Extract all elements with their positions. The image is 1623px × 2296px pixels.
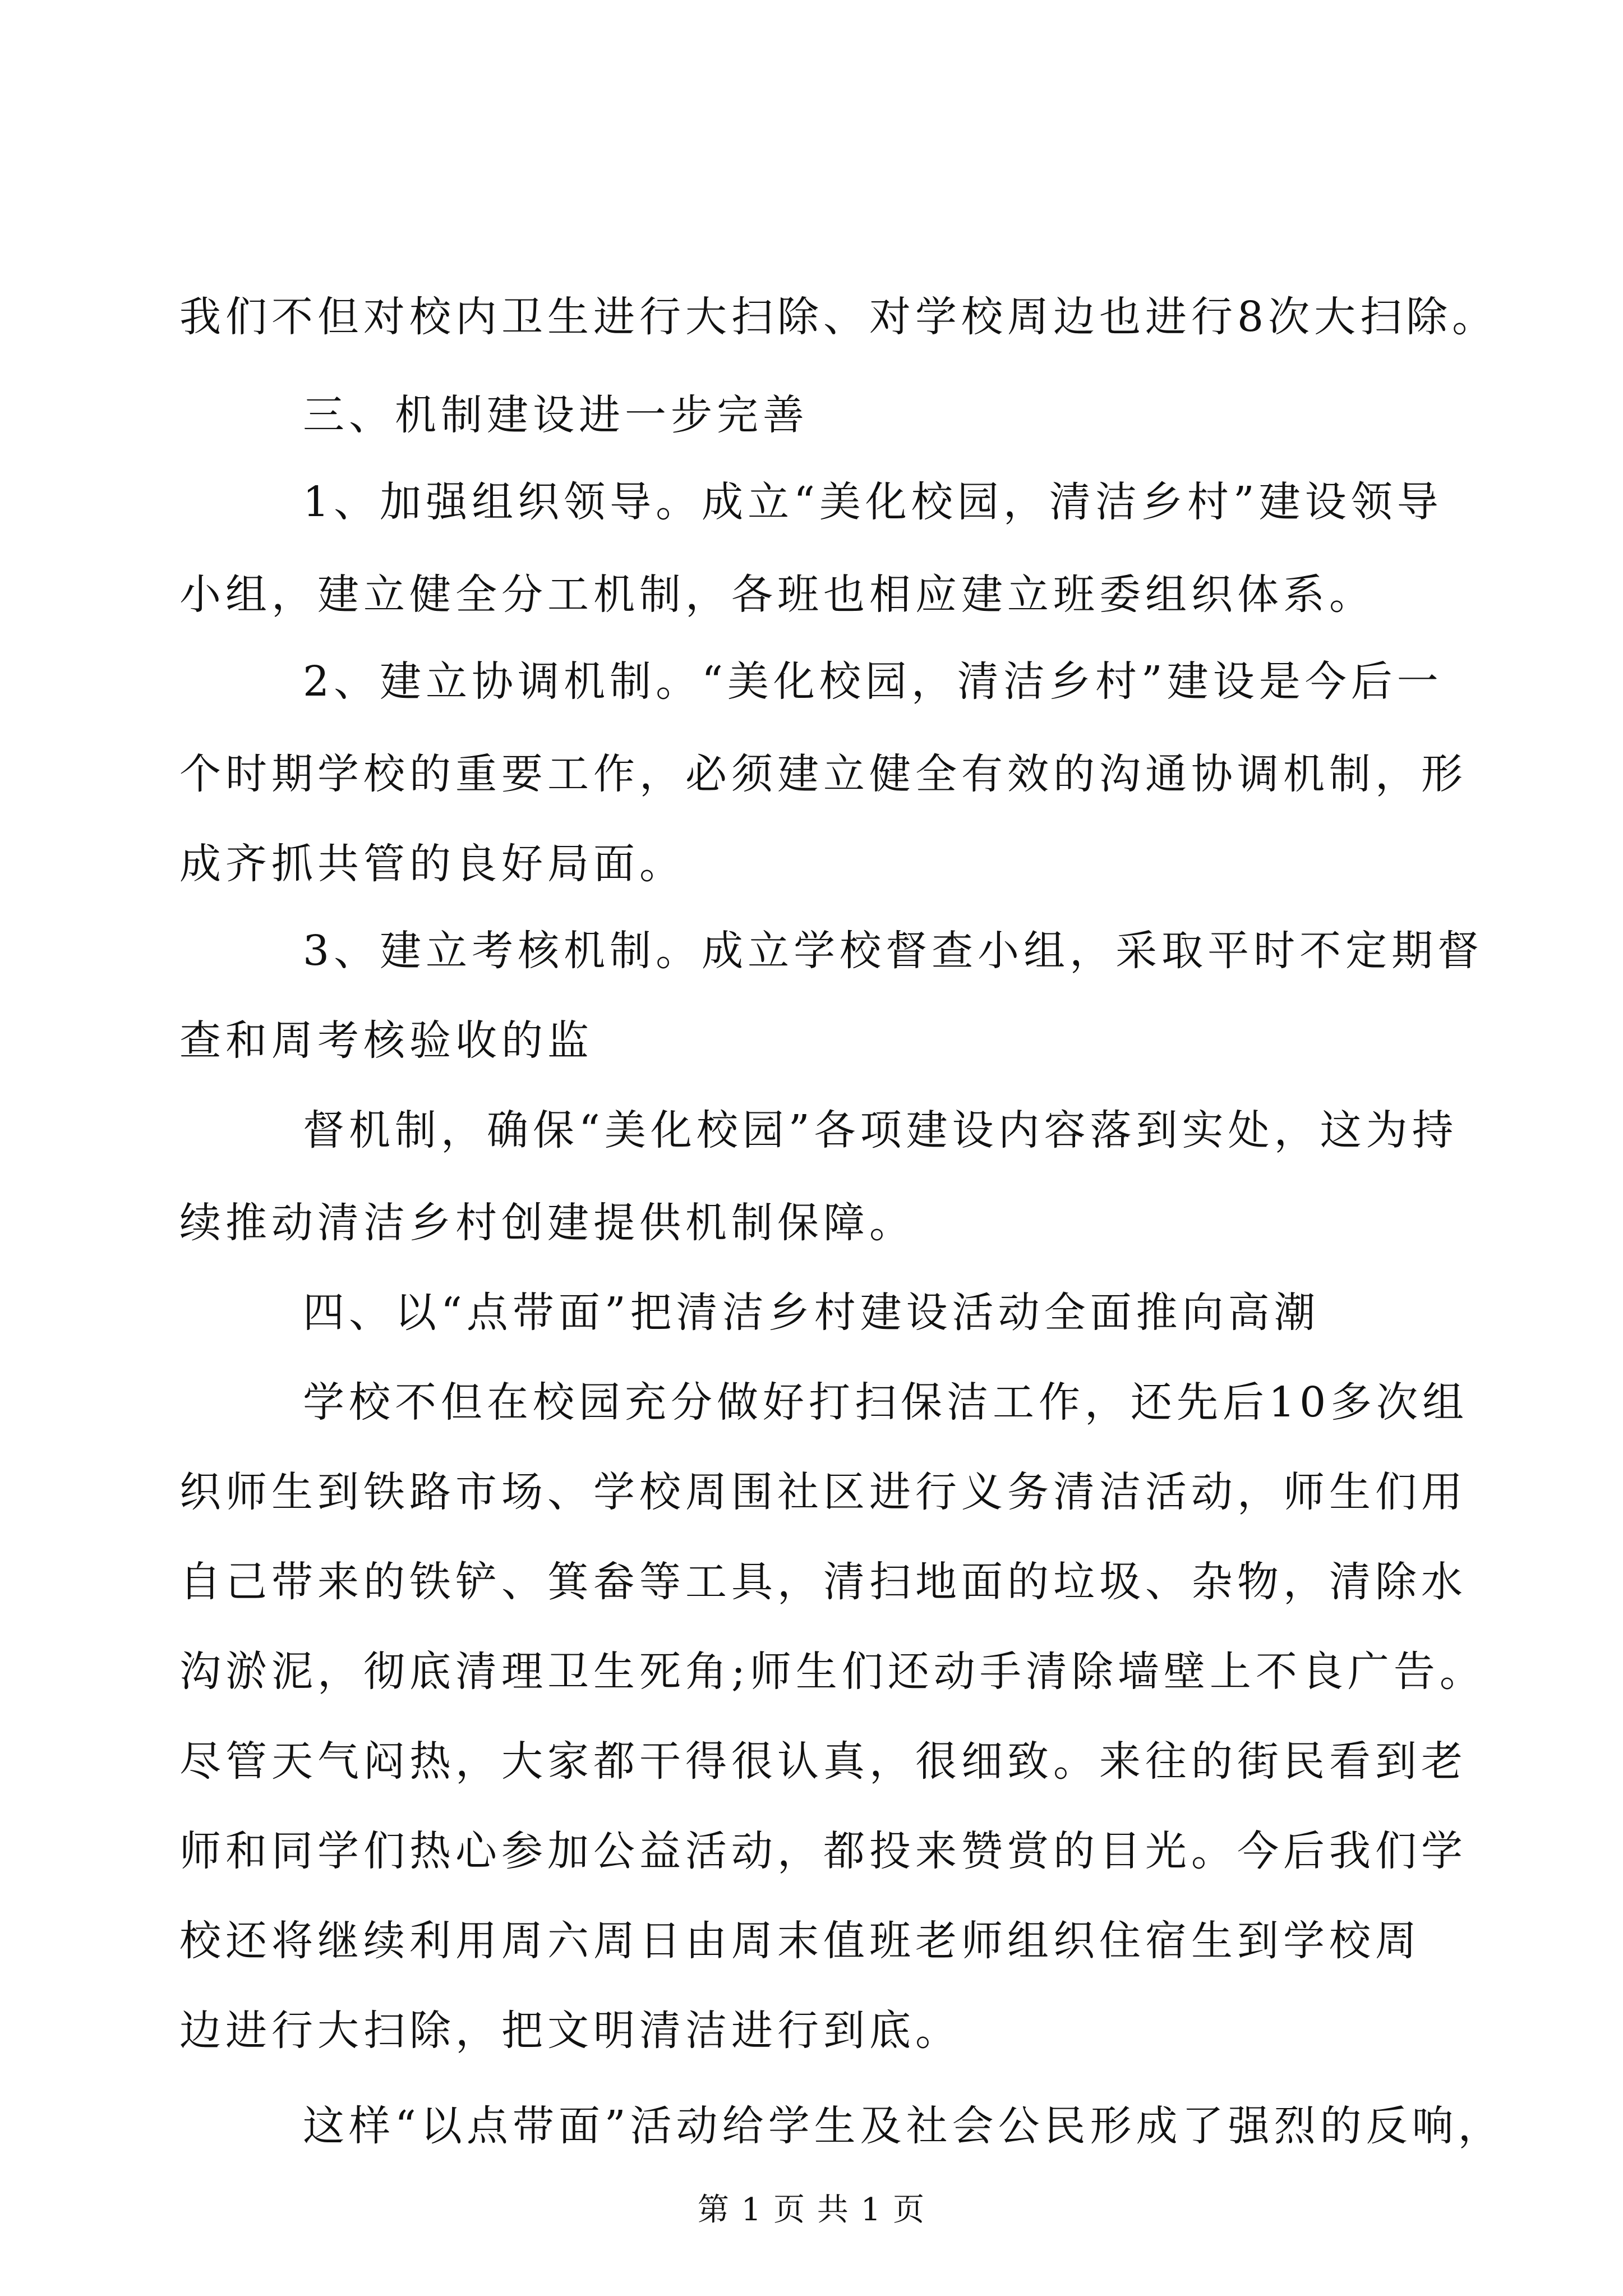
text-line: 我们不但对校内卫生进行大扫除、对学校周边也进行8次大扫除。 [179, 293, 1498, 341]
text-line: 1、加强组织领导。成立“美化校园，清洁乡村”建设领导 [303, 478, 1443, 526]
section-heading: 三、机制建设进一步完善 [303, 391, 809, 439]
text-line: 2、建立协调机制。“美化校园，清洁乡村”建设是今后一 [303, 657, 1443, 706]
text-line: 边进行大扫除，把文明清洁进行到底。 [179, 2007, 961, 2055]
section-heading: 四、以“点带面”把清洁乡村建设活动全面推向高潮 [303, 1289, 1320, 1337]
text-line: 沟淤泥，彻底清理卫生死角;师生们还动手清除墙壁上不良广告。 [179, 1648, 1486, 1696]
text-line: 督机制，确保“美化校园”各项建设内容落到实处，这为持 [303, 1106, 1458, 1154]
text-line: 校还将继续利用周六周日由周末值班老师组织住宿生到学校周 [179, 1917, 1421, 1965]
text-line: 个时期学校的重要工作，必须建立健全有效的沟通协调机制，形 [179, 750, 1467, 798]
text-line: 师和同学们热心参加公益活动，都投来赞赏的目光。今后我们学 [179, 1827, 1467, 1875]
text-line: 小组，建立健全分工机制，各班也相应建立班委组织体系。 [179, 570, 1375, 619]
text-line: 续推动清洁乡村创建提供机制保障。 [179, 1199, 915, 1247]
text-line: 自己带来的铁铲、箕畚等工具，清扫地面的垃圾、杂物，清除水 [179, 1558, 1467, 1606]
text-line: 查和周考核验收的监 [179, 1016, 593, 1065]
text-line: 学校不但在校园充分做好打扫保洁工作，还先后10多次组 [303, 1378, 1469, 1427]
text-line: 尽管天气闷热，大家都干得很认真，很细致。来往的街民看到老 [179, 1737, 1467, 1786]
page-number-footer: 第 1 页 共 1 页 [697, 2192, 926, 2228]
text-line: 3、建立考核机制。成立学校督查小组，采取平时不定期督 [303, 927, 1484, 975]
text-line: 成齐抓共管的良好局面。 [179, 840, 685, 888]
text-line: 织师生到铁路市场、学校周围社区进行义务清洁活动，师生们用 [179, 1468, 1467, 1516]
text-line: 这样“以点带面”活动给学生及社会公民形成了强烈的反响， [303, 2102, 1504, 2150]
